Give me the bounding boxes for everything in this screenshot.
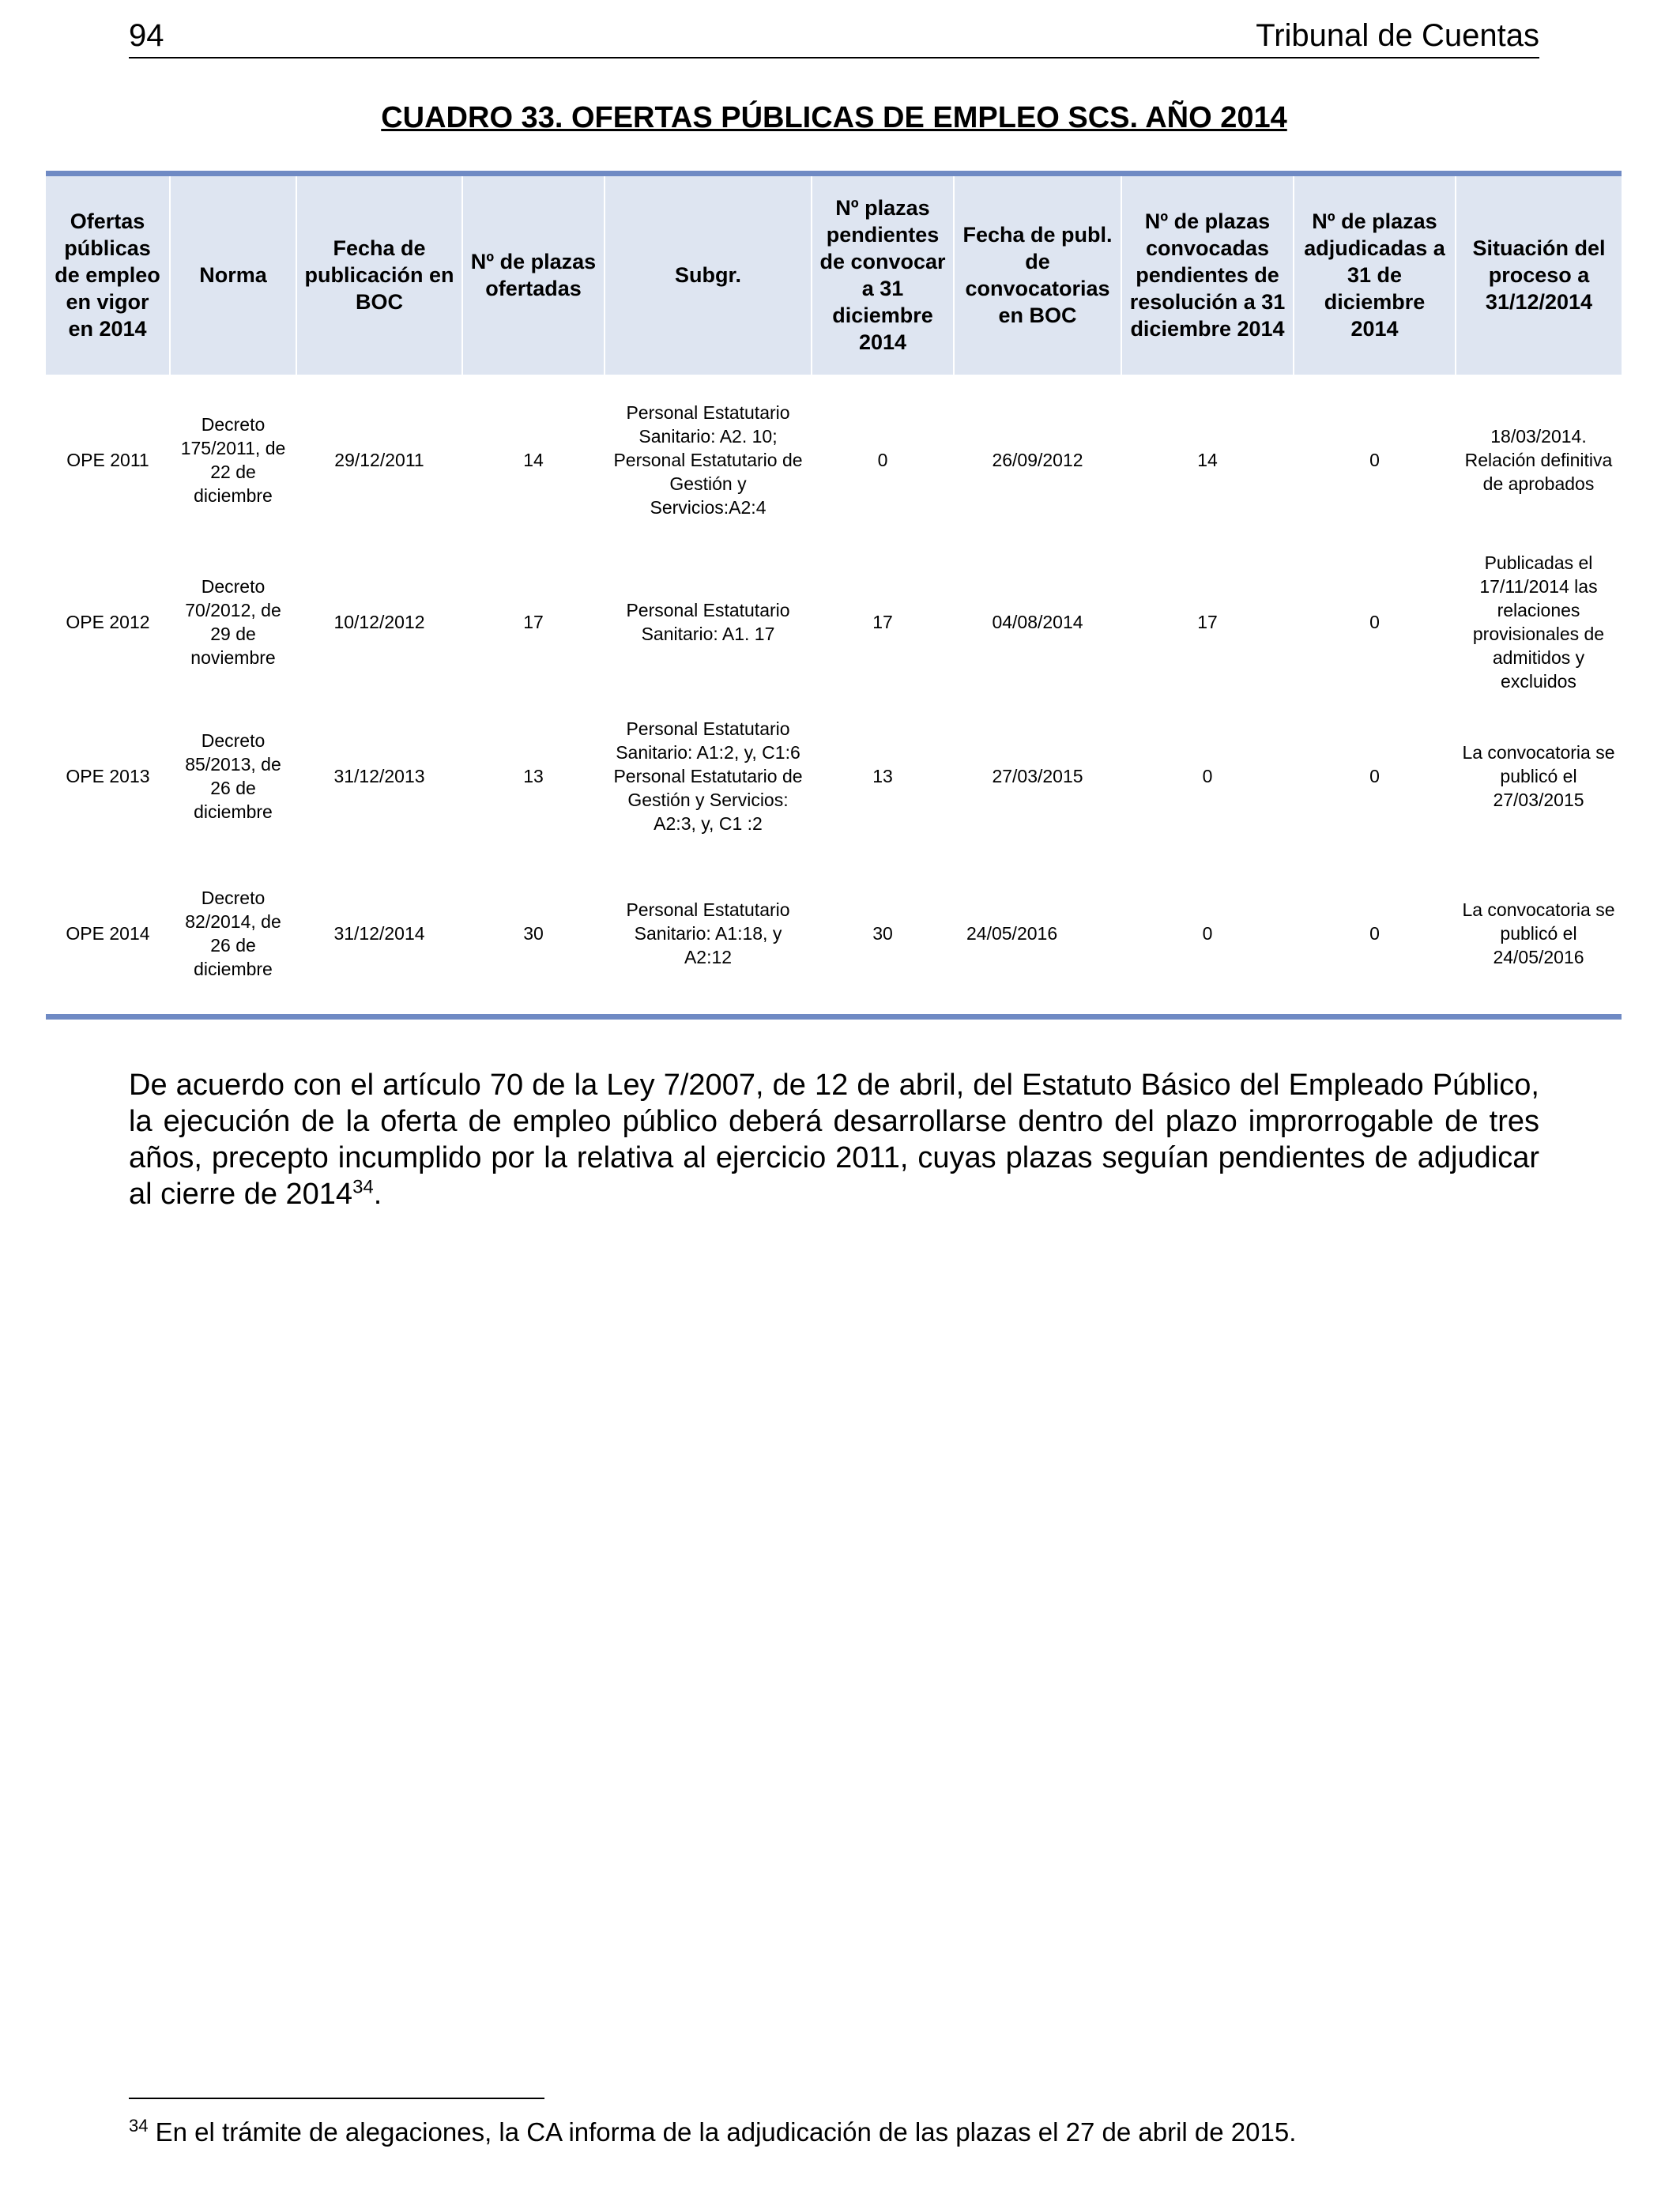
cell-situacion: Publicadas el 17/11/2014 las relaciones provisionales de admitidos y excluidos	[1472, 552, 1605, 692]
col-header-plazas: Nº de plazas ofertadas	[462, 174, 605, 375]
cell-pendientes-resolucion: 0	[1121, 854, 1294, 1017]
cell-adjudicadas: 0	[1369, 612, 1380, 632]
cell-fecha-convocatorias: 24/05/2016	[954, 854, 1121, 1017]
footnote	[129, 2115, 1539, 2150]
cell-pendientes-convocar: 17	[872, 612, 893, 632]
cell-subgr: Personal Estatutario Sanitario: A1:2, y, C1:6 Personal Estatutario de Gestión y Servicios: A2:3, y, C1 :2	[613, 718, 803, 834]
col-header-subgr: Subgr.	[605, 174, 812, 375]
col-header-pendientes-resolucion: Nº de plazas convocadas pendientes de resolución a 31 diciembre 2014	[1121, 174, 1294, 375]
col-header-fecha-convocatorias: Fecha de publ. de convocatorias en BOC	[954, 174, 1121, 375]
ope-table	[46, 171, 1622, 1020]
col-header-adjudicadas: Nº de plazas adjudicadas a 31 de diciembre 2014	[1294, 174, 1456, 375]
cell-situacion: La convocatoria se publicó el 24/05/2016	[1456, 854, 1622, 1017]
cell-situacion: 18/03/2014. Relación definitiva de aprobados	[1464, 425, 1613, 494]
cell-adjudicadas: 0	[1294, 854, 1456, 1017]
cell-oferta: OPE 2012	[66, 612, 150, 632]
cell-fecha-boc: 31/12/2014	[296, 854, 462, 1017]
table-row	[46, 375, 1622, 545]
col-header-fecha-boc: Fecha de publicación en BOC	[296, 174, 462, 375]
cell-situacion: La convocatoria se publicó el 27/03/2015	[1462, 742, 1615, 810]
cell-pendientes-resolucion: 0	[1202, 766, 1213, 786]
cell-fecha-boc: 29/12/2011	[334, 449, 424, 470]
table-header-row	[46, 174, 1622, 375]
cell-pendientes-convocar: 30	[812, 854, 954, 1017]
cell-oferta: OPE 2013	[66, 766, 150, 786]
header-rule	[129, 57, 1539, 58]
cell-plazas: 17	[523, 612, 544, 632]
cell-pendientes-resolucion: 17	[1197, 612, 1218, 632]
cell-subgr: Personal Estatutario Sanitario: A1. 17	[626, 600, 790, 644]
col-header-norma: Norma	[170, 174, 296, 375]
footnote-marker: 34	[129, 2116, 149, 2136]
cell-plazas: 13	[523, 766, 544, 786]
col-header-oferta: Ofertas públicas de empleo en vigor en 2014	[46, 174, 170, 375]
cell-adjudicadas: 0	[1369, 766, 1380, 786]
cell-plazas: 30	[462, 854, 605, 1017]
cell-norma: Decreto 85/2013, de 26 de diciembre	[185, 730, 281, 822]
col-header-pendientes-convocar: Nº plazas pendientes de convocar a 31 diciembre 2014	[812, 174, 954, 375]
cell-fecha-boc: 31/12/2013	[333, 766, 425, 786]
cell-subgr: Personal Estatutario Sanitario: A1:18, y A2:12	[605, 854, 812, 1017]
paragraph-end-punctuation: .	[373, 1178, 382, 1211]
cell-adjudicadas: 0	[1369, 449, 1380, 470]
table-row	[46, 854, 1622, 1017]
cell-fecha-convocatorias: 04/08/2014	[992, 612, 1083, 632]
cell-norma: Decreto 82/2014, de 26 de diciembre	[170, 854, 296, 1017]
cell-fecha-convocatorias: 26/09/2012	[992, 449, 1083, 470]
footnote-separator	[129, 2098, 544, 2099]
table-title: CUADRO 33. OFERTAS PÚBLICAS DE EMPLEO SCS. AÑO 2014	[381, 101, 1287, 134]
footnote-reference[interactable]: 34	[352, 1176, 374, 1198]
table-row	[46, 699, 1622, 854]
footnote-text: En el trámite de alegaciones, la CA informa de la adjudicación de las plazas el 27 de abril de 2015.	[148, 2117, 1297, 2147]
cell-oferta: OPE 2014	[46, 854, 170, 1017]
cell-pendientes-convocar: 0	[877, 449, 888, 470]
body-paragraph	[129, 1067, 1539, 1212]
cell-fecha-boc: 10/12/2012	[333, 612, 425, 632]
cell-norma: Decreto 175/2011, de 22 de diciembre	[180, 413, 286, 506]
body-paragraph-text: De acuerdo con el artículo 70 de la Ley 7/2007, de 12 de abril, del Estatuto Básico del Empleado Público, la ejecución de la oferta de empleo público deberá desarrollarse dentro del plazo improrrogable de tres años, precepto incumplido por la relativa al ejercicio 2011, cuyas plazas seguían pendientes de adjudicar al cierre de 2014	[129, 1069, 1539, 1211]
cell-subgr: Personal Estatutario Sanitario: A2. 10; Personal Estatutario de Gestión y Servicios:A2:4	[613, 401, 803, 518]
cell-pendientes-resolucion: 14	[1197, 449, 1218, 470]
col-header-situacion: Situación del proceso a 31/12/2014	[1456, 174, 1622, 375]
cell-plazas: 14	[523, 449, 544, 470]
cell-pendientes-convocar: 13	[872, 766, 893, 786]
table-row	[46, 545, 1622, 699]
cell-norma: Decreto 70/2012, de 29 de noviembre	[185, 576, 281, 668]
page-number: 94	[129, 18, 164, 53]
running-header-title: Tribunal de Cuentas	[1256, 18, 1539, 53]
cell-oferta: OPE 2011	[66, 449, 149, 470]
cell-fecha-convocatorias: 27/03/2015	[992, 766, 1083, 786]
